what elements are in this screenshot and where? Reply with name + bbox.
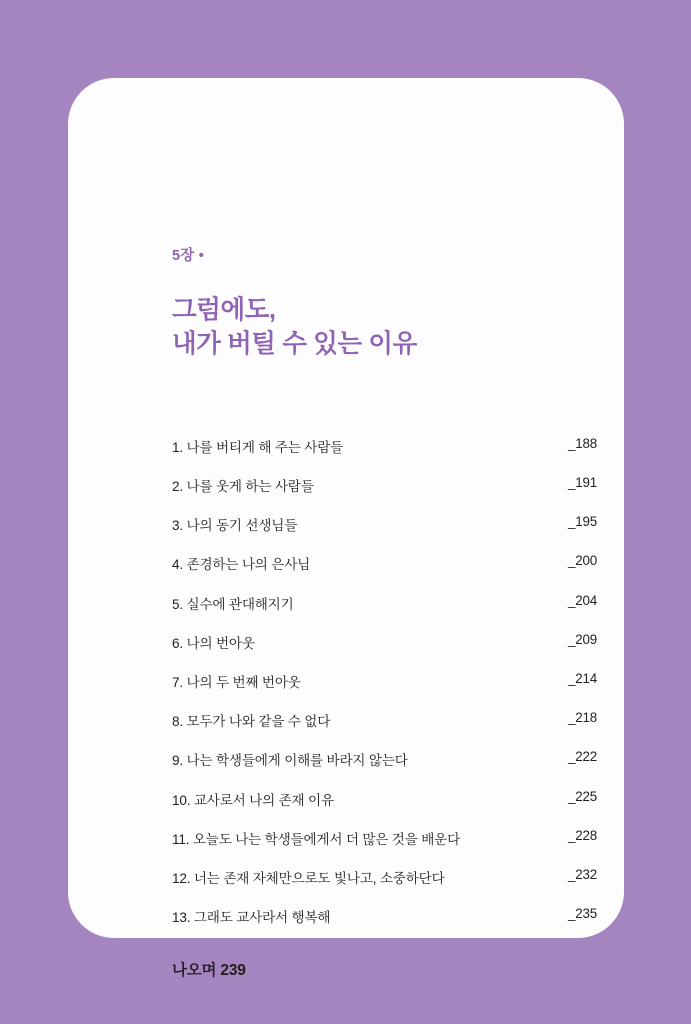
chapter-title-line-1: 그럼에도, — [172, 296, 276, 324]
toc-entry-page: _191 — [568, 475, 597, 491]
toc-entry-page: _222 — [568, 749, 597, 765]
list-item[interactable] — [172, 789, 612, 809]
toc-entry-title: 5. 실수에 관대해지기 — [172, 596, 294, 612]
toc-entry-title: 10. 교사로서 나의 존재 이유 — [172, 792, 334, 808]
toc-entry-page: _200 — [568, 553, 597, 569]
list-item[interactable] — [172, 553, 612, 573]
toc-entry-page: _209 — [568, 631, 597, 647]
list-item[interactable] — [172, 632, 612, 652]
list-item[interactable] — [172, 749, 612, 769]
list-item[interactable] — [172, 593, 612, 613]
chapter-title — [172, 293, 612, 362]
list-item[interactable] — [172, 514, 612, 534]
toc-entry-title: 4. 존경하는 나의 은사님 — [172, 557, 311, 573]
toc-entry-title: 12. 너는 존재 자체만으로도 빛나고, 소중하단다 — [172, 870, 445, 886]
list-item[interactable] — [172, 475, 612, 495]
content-card — [68, 78, 624, 980]
toc-entry-title: 7. 나의 두 번째 번아웃 — [172, 674, 301, 690]
toc-entry-title: 6. 나의 번아웃 — [172, 635, 255, 651]
list-item[interactable] — [172, 436, 612, 456]
toc-entry-page: _228 — [568, 827, 597, 843]
chapter-label: 5장 • — [172, 248, 204, 264]
list-item[interactable] — [172, 671, 612, 691]
list-item[interactable] — [172, 828, 612, 848]
list-item[interactable] — [172, 906, 612, 926]
list-item[interactable] — [172, 867, 612, 887]
card-inner — [172, 244, 612, 980]
chapter-title-line-2: 내가 버틸 수 있는 이유 — [172, 330, 417, 359]
closing-section-label[interactable]: 나오며 239 — [172, 962, 246, 980]
table-of-contents — [172, 436, 612, 926]
toc-entry-page: _195 — [568, 514, 597, 530]
toc-entry-title: 2. 나를 웃게 하는 사람들 — [172, 479, 314, 495]
toc-entry-page: _235 — [568, 906, 597, 922]
toc-entry-page: _225 — [568, 788, 597, 804]
toc-entry-page: _204 — [568, 592, 597, 608]
list-item[interactable] — [172, 710, 612, 730]
toc-entry-title: 1. 나를 버티게 해 주는 사람들 — [172, 439, 344, 455]
toc-entry-title: 11. 오늘도 나는 학생들에게서 더 많은 것을 배운다 — [172, 831, 461, 847]
toc-entry-page: _188 — [568, 435, 597, 451]
toc-entry-page: _214 — [568, 670, 597, 686]
toc-entry-title: 13. 그래도 교사라서 행복해 — [172, 910, 331, 926]
toc-entry-title: 9. 나는 학생들에게 이해를 바라지 않는다 — [172, 753, 408, 769]
toc-entry-page: _232 — [568, 866, 597, 882]
toc-entry-page: _218 — [568, 710, 597, 726]
toc-entry-title: 8. 모두가 나와 같을 수 없다 — [172, 714, 331, 730]
toc-entry-title: 3. 나의 동기 선생님들 — [172, 518, 298, 534]
